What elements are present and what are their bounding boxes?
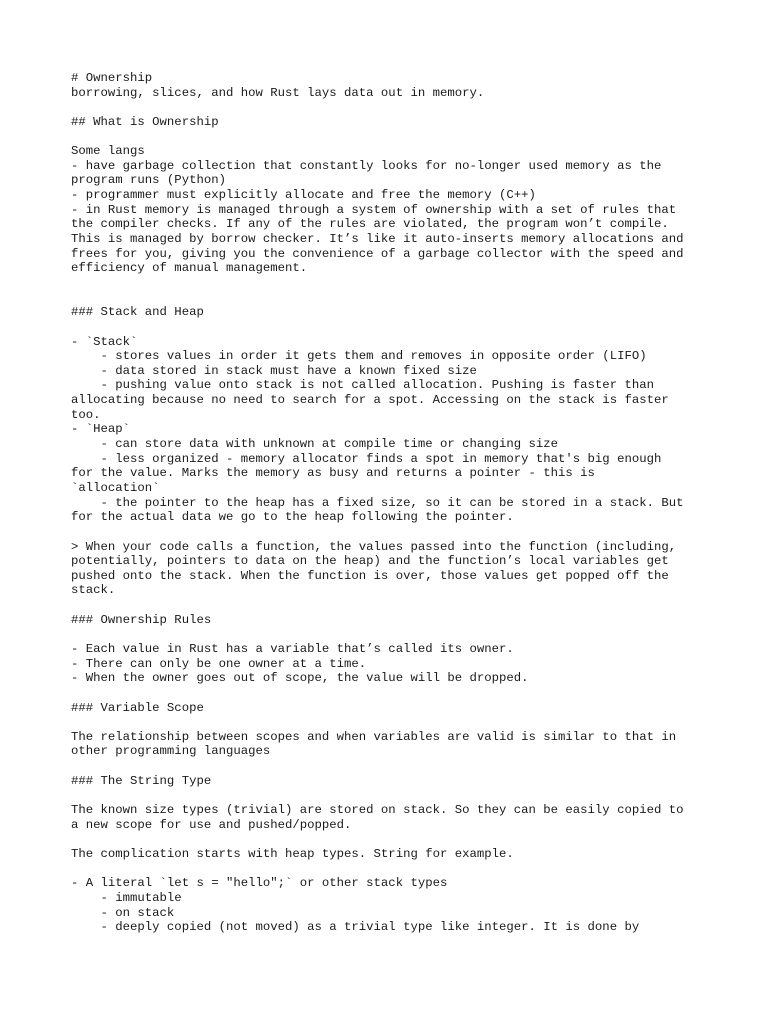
text-line: ### Stack and Heap bbox=[71, 305, 204, 320]
text-line: other programming languages bbox=[71, 744, 271, 759]
text-line: stack. bbox=[71, 583, 116, 598]
text-line bbox=[71, 627, 711, 642]
text-line bbox=[71, 291, 711, 306]
text-line bbox=[71, 686, 711, 701]
text-line bbox=[71, 100, 711, 115]
text-line: efficiency of manual management. bbox=[71, 261, 308, 276]
text-line: the compiler checks. If any of the rules are violated, the program won’t compile. bbox=[71, 217, 669, 232]
text-line: pushed onto the stack. When the function is over, those values get popped off the bbox=[71, 568, 669, 583]
text-line: > When your code calls a function, the values passed into the function (including, bbox=[71, 539, 677, 554]
text-line: The known size types (trivial) are stored on stack. So they can be easily copied to bbox=[71, 803, 684, 818]
text-line: - programmer must explicitly allocate and free the memory (C++) bbox=[71, 188, 536, 203]
text-line: for the value. Marks the memory as busy and returns a pointer - this is bbox=[71, 466, 595, 481]
text-line: - There can only be one owner at a time. bbox=[71, 656, 367, 671]
text-line: a new scope for use and pushed/popped. bbox=[71, 817, 352, 832]
text-line: - `Stack` bbox=[71, 334, 138, 349]
text-line: frees for you, giving you the convenience of a garbage collector with the speed and bbox=[71, 246, 684, 261]
text-line bbox=[71, 276, 711, 291]
text-line: - on stack bbox=[71, 905, 175, 920]
text-line: - immutable bbox=[71, 890, 182, 905]
text-line: program runs (Python) bbox=[71, 173, 226, 188]
text-line: ## What is Ownership bbox=[71, 114, 219, 129]
text-line bbox=[71, 130, 711, 145]
text-line bbox=[71, 832, 711, 847]
text-line bbox=[71, 525, 711, 540]
text-line: - pushing value onto stack is not called allocation. Pushing is faster than bbox=[71, 378, 654, 393]
document-page bbox=[71, 71, 711, 935]
text-line: # Ownership bbox=[71, 71, 153, 85]
text-line: - stores values in order it gets them and removes in opposite order (LIFO) bbox=[71, 349, 647, 364]
text-line: ### Ownership Rules bbox=[71, 612, 212, 627]
text-line: - deeply copied (not moved) as a trivial type like integer. It is done by bbox=[71, 920, 640, 935]
text-line: `allocation` bbox=[71, 480, 160, 495]
text-line: - less organized - memory allocator finds a spot in memory that's big enough bbox=[71, 451, 662, 466]
text-line: - the pointer to the heap has a fixed size, so it can be stored in a stack. But bbox=[71, 495, 684, 510]
text-line bbox=[71, 862, 711, 877]
text-line: borrowing, slices, and how Rust lays data out in memory. bbox=[71, 85, 485, 100]
text-line: allocating because no need to search for a spot. Accessing on the stack is faster bbox=[71, 393, 669, 408]
text-line: - data stored in stack must have a known fixed size bbox=[71, 363, 477, 378]
text-line: - in Rust memory is managed through a system of ownership with a set of rules that bbox=[71, 202, 677, 217]
text-line bbox=[71, 715, 711, 730]
text-line: Some langs bbox=[71, 144, 145, 159]
text-line: The relationship between scopes and when variables are valid is similar to that in bbox=[71, 729, 677, 744]
text-line: - When the owner goes out of scope, the value will be dropped. bbox=[71, 671, 529, 686]
text-line: ### Variable Scope bbox=[71, 700, 204, 715]
text-line bbox=[71, 598, 711, 613]
text-line: The complication starts with heap types. String for example. bbox=[71, 846, 514, 861]
text-line bbox=[71, 788, 711, 803]
text-line: potentially, pointers to data on the heap) and the function’s local variables get bbox=[71, 554, 669, 569]
text-line: - have garbage collection that constantly looks for no-longer used memory as the bbox=[71, 158, 662, 173]
text-line: ### The String Type bbox=[71, 773, 212, 788]
text-line: for the actual data we go to the heap following the pointer. bbox=[71, 510, 514, 525]
text-line: - `Heap` bbox=[71, 422, 131, 437]
text-line bbox=[71, 759, 711, 774]
text-line: - Each value in Rust has a variable that’s called its owner. bbox=[71, 641, 514, 656]
text-line: - can store data with unknown at compile time or changing size bbox=[71, 437, 559, 452]
text-line bbox=[71, 320, 711, 335]
text-line: - A literal `let s = "hello";` or other stack types bbox=[71, 876, 448, 891]
text-line: too. bbox=[71, 407, 101, 422]
text-line: This is managed by borrow checker. It’s like it auto-inserts memory allocations and bbox=[71, 232, 684, 247]
